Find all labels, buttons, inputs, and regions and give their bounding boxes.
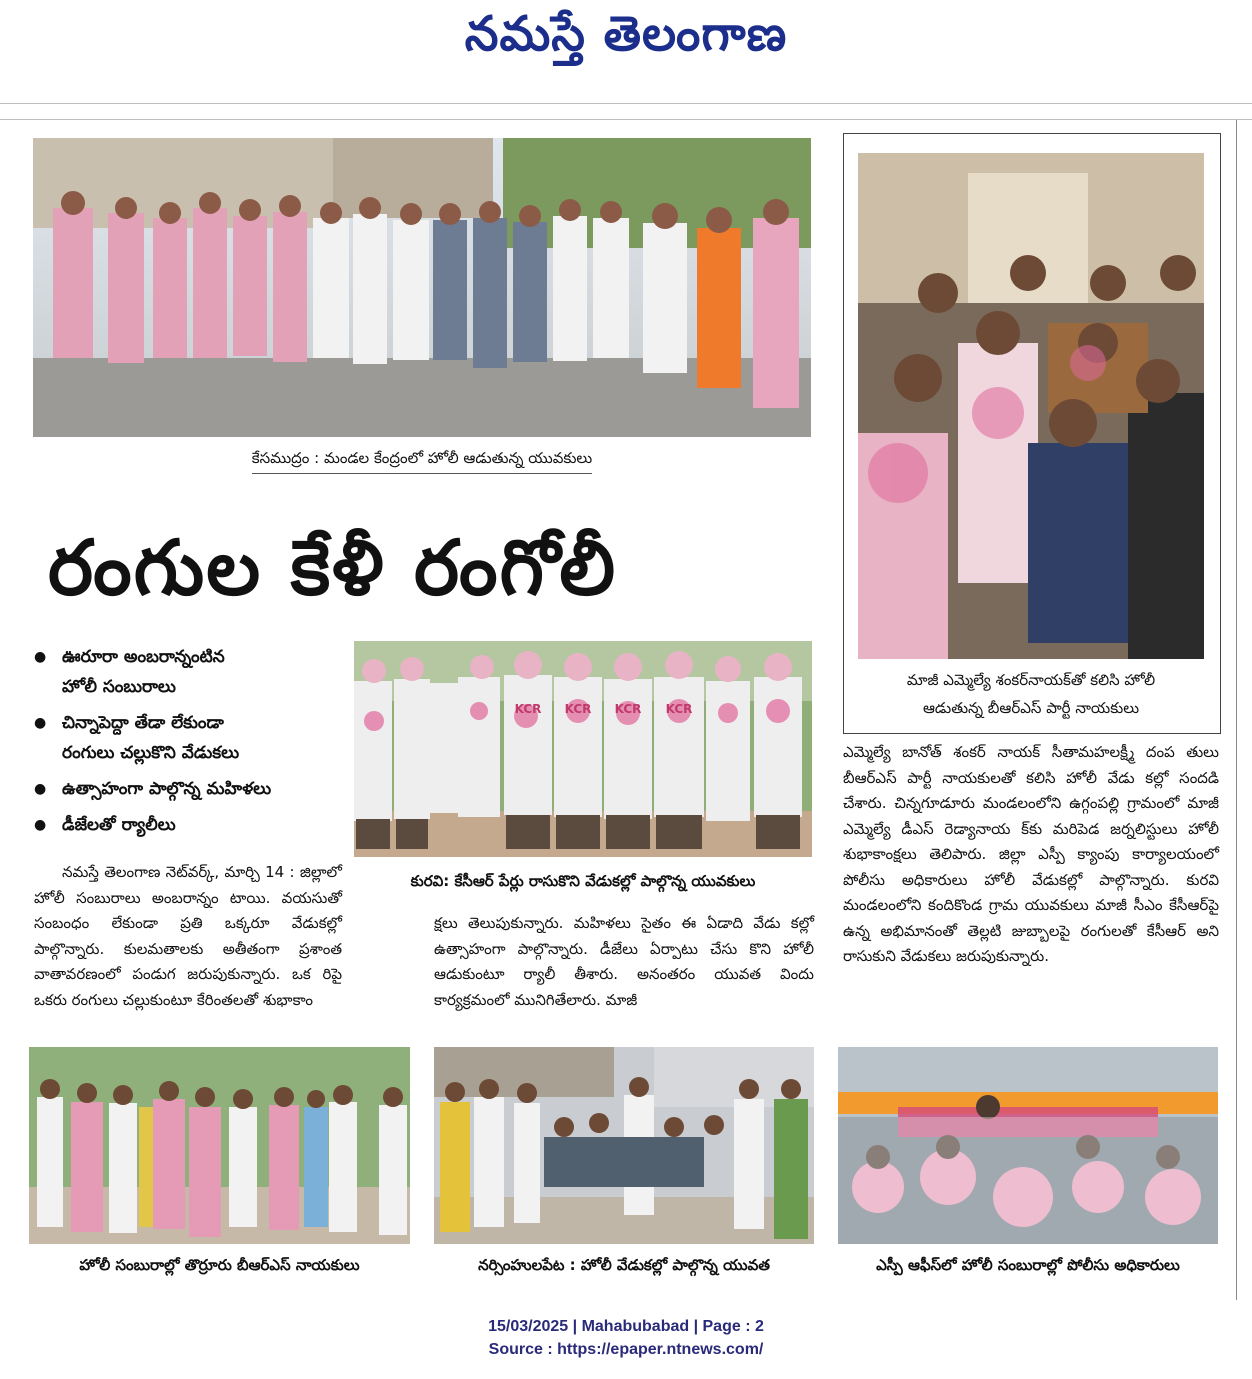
bullet-line: ● డీజేలతో ర్యాలీలు (62, 815, 176, 835)
newspaper-title: నమస్తే తెలంగాణ (464, 6, 788, 62)
shirt-label: KCR (614, 702, 642, 716)
bottom-caption-1-text: హోలీ సంబురాల్లో తొర్రూరు బీఆర్‌ఎస్ నాయకులు (79, 1256, 360, 1274)
headline: రంగుల కేళీ రంగోలీ (48, 523, 618, 612)
footer-source: Source : https://epaper.ntnews.com/ (488, 1341, 764, 1358)
bottom-photo-2-caption (434, 1254, 814, 1280)
bottom-photo-sp-office (838, 1047, 1218, 1244)
middle-photo-kcr-shirts (354, 641, 812, 857)
right-photo-caption-line-1: మాజీ ఎమ్మెల్యే శంకర్‌నాయక్‌తో కలిసి హోలీ (906, 671, 1156, 689)
article-column-2: క్షలు తెలుపుకున్నారు. మహిళలు సైతం ఈ ఏడాది వేడు కల్లో ఉత్సాహంగా పాల్గొన్నారు. డీజేలు ఏర్పాటు చేసు కొని హోలీ ఆడుకుంటూ ర్యాలీ తీశారు. అనంతరం యువత విందు కార్యక్రమంలో మునిగితేలారు. మాజీ (434, 914, 814, 1009)
bottom-photo-1-caption (29, 1254, 410, 1280)
article-col-2 (434, 911, 814, 1013)
right-photo-leaders (858, 153, 1204, 659)
article-column-3: ఎమ్మెల్యే బానోత్ శంకర్ నాయక్ సీతామహలక్ష్మీ దంప తులు బీఆర్‌ఎస్ పార్టీ నాయకులతో కలిసి హోలీ వేడు కల్లో సందడి చేశారు. చిన్నగూడూరు మండలంలోని ఉగ్గంపల్లి గ్రామంలో మాజీ ఎమ్మెల్యే డీఎస్ రెడ్యానాయ క్‌కు మరిపెడ జర్నలిస్టులు హోలీ శుభాకాంక్షలు తెలిపారు. జిల్లా ఎస్పీ క్యాంపు కార్యాలయంలో పోలీసు అధికారులు హోలీ వేడుకల్లో పాల్గొన్నారు. కురవి మండలంలోని కందికొండ గ్రామ యువకులు మాజీ సీఎం కేసీఆర్‌పై ఉన్న అభిమానంతో తెల్లటి జుబ్బాలపై రంగులతో కేసీఆర్ అని రాసుకుని వేడుకలు జరుపుకున్నారు. (843, 743, 1219, 965)
bullet-line: హోలీ సంబురాలు (62, 677, 176, 697)
masthead (0, 0, 1252, 80)
bullet-item (34, 810, 339, 840)
bullet-item (34, 642, 339, 702)
top-photo-caption-text: కేసముద్రం : మండల కేంద్రంలో హోలీ ఆడుతున్న యువకులు (252, 449, 592, 474)
shirt-label: KCR (665, 702, 693, 716)
article-col-1-top (34, 860, 342, 1013)
shirt-label: KCR (514, 702, 542, 716)
bullet-line: ● చిన్నాపెద్దా తేడా లేకుండా (62, 713, 224, 733)
article-col-3 (843, 740, 1219, 970)
right-photo-caption (858, 666, 1204, 724)
masthead-rule-1 (0, 103, 1252, 104)
bullet-line: రంగులు చల్లుకొని వేడుకలు (62, 743, 240, 763)
bottom-photo-torrur (29, 1047, 410, 1244)
article-column-1: నమస్తే తెలంగాణ నెట్‌వర్క్, మార్చి 14 : జిల్లాలో హోలీ సంబురాలు అంబరాన్నం టాయి. వయసుతో సంబంధం లేకుండా ప్రతి ఒక్కరూ వేడుకల్లో పాల్గొన్నారు. కులమతాలకు అతీతంగా ప్రశాంత వాతావరణంలో పండుగ జరుపుకున్నారు. ఒక రిపై ఒకరు రంగులు చల్లుకుంటూ కేరింతలతో శుభాకాం (34, 863, 342, 1009)
shirt-label: KCR (564, 702, 592, 716)
bottom-caption-2-text: నర్సింహులపేట : హోలీ వేడుకల్లో పాల్గొన్న యువత (478, 1256, 770, 1274)
bullet-item (34, 708, 339, 768)
bullet-list (34, 642, 339, 846)
bullet-item (34, 774, 339, 804)
middle-photo-caption-text: కురవి: కేసీఆర్ పేర్లు రాసుకొని వేడుకల్లో పాల్గొన్న యువకులు (410, 872, 756, 890)
bottom-photo-3-caption (838, 1254, 1218, 1280)
middle-photo-caption (354, 870, 812, 896)
bottom-photo-narsimhulapet (434, 1047, 814, 1244)
top-photo-group-street (33, 138, 811, 437)
bullet-line: ● ఊరూరా అంబరాన్నంటిన (62, 647, 225, 667)
bullet-line: ● ఉత్సాహంగా పాల్గొన్న మహిళలు (62, 779, 272, 799)
footer-date-edition: 15/03/2025 | Mahabubabad | Page : 2 (488, 1318, 764, 1335)
bottom-caption-3-text: ఎస్పీ ఆఫీస్‌లో హోలీ సంబురాల్లో పోలీసు అధికారులు (876, 1256, 1180, 1274)
top-photo-caption (33, 448, 811, 474)
right-photo-caption-line-2: ఆడుతున్న బీఆర్‌ఎస్ పార్టీ నాయకులు (922, 699, 1140, 717)
